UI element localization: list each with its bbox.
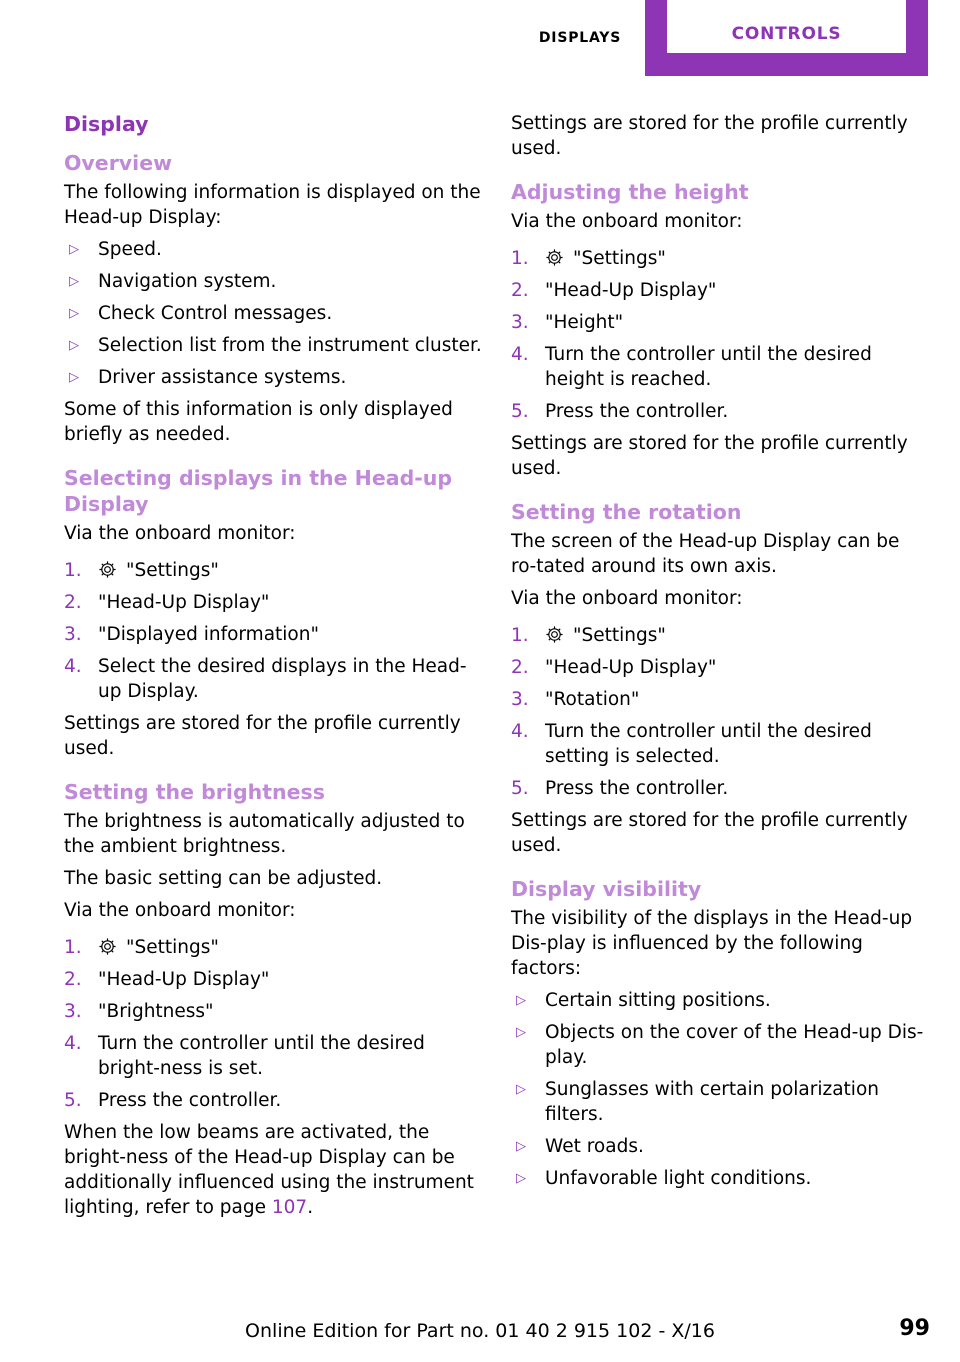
triangle-right-icon: ▷: [516, 1025, 526, 1040]
step-number: 1.: [511, 625, 529, 646]
step-number: 2.: [64, 969, 82, 990]
step-number: 4.: [511, 344, 529, 365]
gear-icon: [98, 937, 117, 956]
step-number: 3.: [64, 1001, 82, 1022]
list-item: ▷ Driver assistance systems.: [64, 365, 482, 390]
step-number: 2.: [511, 657, 529, 678]
edition-footer: Online Edition for Part no. 01 40 2 915 102 - X/16: [245, 1320, 715, 1342]
overview-intro: The following information is displayed on the Head-up Display:: [64, 182, 481, 228]
list-item: ▷ Certain sitting positions.: [511, 988, 929, 1013]
list-item: ▷ Selection list from the instrument cluster.: [64, 333, 482, 358]
step-number: 1.: [64, 937, 82, 958]
step-number: 1.: [64, 560, 82, 581]
triangle-right-icon: ▷: [516, 1082, 526, 1097]
overview-heading: Overview: [64, 151, 173, 175]
step-item: 1. "Settings": [511, 248, 666, 269]
brightness-steps: [64, 935, 482, 1113]
brightness-p1: The brightness is automatically adjusted to the ambient brightness.: [64, 811, 465, 857]
list-item: ▷ Wet roads.: [511, 1134, 929, 1159]
step-item: 5. Press the controller.: [511, 401, 729, 422]
triangle-right-icon: ▷: [516, 1139, 526, 1154]
selecting-stored: Settings are stored for the profile currently used.: [64, 713, 461, 759]
page-reference-link[interactable]: 107: [271, 1197, 308, 1218]
rotation-heading: Setting the rotation: [511, 500, 742, 524]
step-number: 2.: [64, 592, 82, 613]
step-item: 4. Turn the controller until the desired bright‐ness is set.: [64, 1033, 425, 1079]
step-item: 1. "Settings": [511, 625, 666, 646]
step-item: 3. "Displayed information": [64, 624, 319, 645]
list-item: ▷ Sunglasses with certain polarization filters.: [511, 1077, 929, 1127]
step-number: 5.: [511, 778, 529, 799]
rotation-via: Via the onboard monitor:: [511, 588, 743, 609]
list-item: ▷ Unfavorable light conditions.: [511, 1166, 929, 1191]
visibility-list: [511, 988, 929, 1191]
step-item: 5. Press the controller.: [64, 1090, 282, 1111]
step-item: 3. "Height": [511, 312, 624, 333]
page-number: 99: [899, 1316, 930, 1341]
stored-note-top: Settings are stored for the profile currently used.: [511, 113, 908, 159]
step-item: 1. "Settings": [64, 560, 219, 581]
step-item: 2. "Head-Up Display": [64, 592, 270, 613]
triangle-right-icon: ▷: [516, 993, 526, 1008]
right-column: [511, 111, 929, 1198]
chapter-label: CONTROLS: [667, 0, 906, 53]
step-item: 5. Press the controller.: [511, 778, 729, 799]
step-number: 1.: [511, 248, 529, 269]
left-column: [64, 111, 482, 1227]
step-item: 2. "Head-Up Display": [511, 657, 717, 678]
step-item: 2. "Head-Up Display": [511, 280, 717, 301]
selecting-steps: [64, 558, 482, 704]
overview-list: [64, 237, 482, 390]
step-item: 2. "Head-Up Display": [64, 969, 270, 990]
gear-icon: [545, 625, 564, 644]
step-item: 3. "Brightness": [64, 1001, 214, 1022]
step-number: 4.: [64, 656, 82, 677]
gear-icon: [98, 560, 117, 579]
rotation-steps: [511, 623, 929, 801]
overview-note: Some of this information is only displayed briefly as needed.: [64, 399, 453, 445]
step-item: 4. Select the desired displays in the Head-up Display.: [64, 656, 467, 702]
height-heading: Adjusting the height: [511, 180, 749, 204]
step-number: 5.: [64, 1090, 82, 1111]
step-number: 5.: [511, 401, 529, 422]
rotation-p1: The screen of the Head-up Display can be ro‐tated around its own axis.: [511, 531, 900, 577]
triangle-right-icon: ▷: [69, 242, 79, 257]
height-stored: Settings are stored for the profile currently used.: [511, 433, 908, 479]
section-label: DISPLAYS: [538, 30, 622, 46]
visibility-heading: Display visibility: [511, 877, 702, 901]
triangle-right-icon: ▷: [69, 306, 79, 321]
list-item: ▷ Objects on the cover of the Head-up Dis‐play.: [511, 1020, 929, 1070]
triangle-right-icon: ▷: [516, 1171, 526, 1186]
triangle-right-icon: ▷: [69, 370, 79, 385]
gear-icon: [545, 248, 564, 267]
step-item: 3. "Rotation": [511, 689, 640, 710]
step-number: 3.: [511, 312, 529, 333]
step-number: 3.: [511, 689, 529, 710]
triangle-right-icon: ▷: [69, 338, 79, 353]
visibility-intro: The visibility of the displays in the Head-up Dis‐play is influenced by the following factors:: [511, 908, 913, 979]
step-number: 2.: [511, 280, 529, 301]
step-number: 3.: [64, 624, 82, 645]
chapter-tab: [645, 0, 928, 76]
brightness-closing: When the low beams are activated, the bright‐ness of the Head-up Display can be additionally influenced using the instrument lighting, refer to page 107.: [64, 1122, 474, 1218]
list-item: ▷ Speed.: [64, 237, 482, 262]
height-steps: [511, 246, 929, 424]
height-via: Via the onboard monitor:: [511, 211, 743, 232]
step-item: 4. Turn the controller until the desired height is reached.: [511, 344, 872, 390]
list-item: ▷ Navigation system.: [64, 269, 482, 294]
step-item: 4. Turn the controller until the desired setting is selected.: [511, 721, 872, 767]
step-number: 4.: [64, 1033, 82, 1054]
selecting-via: Via the onboard monitor:: [64, 523, 296, 544]
rotation-stored: Settings are stored for the profile currently used.: [511, 810, 908, 856]
list-item: ▷ Check Control messages.: [64, 301, 482, 326]
selecting-heading: Selecting displays in the Head-up Display: [64, 466, 453, 516]
page-title: Display: [64, 112, 149, 136]
triangle-right-icon: ▷: [69, 274, 79, 289]
brightness-via: Via the onboard monitor:: [64, 900, 296, 921]
step-item: 1. "Settings": [64, 937, 219, 958]
brightness-heading: Setting the brightness: [64, 780, 325, 804]
brightness-p2: The basic setting can be adjusted.: [64, 868, 383, 889]
step-number: 4.: [511, 721, 529, 742]
